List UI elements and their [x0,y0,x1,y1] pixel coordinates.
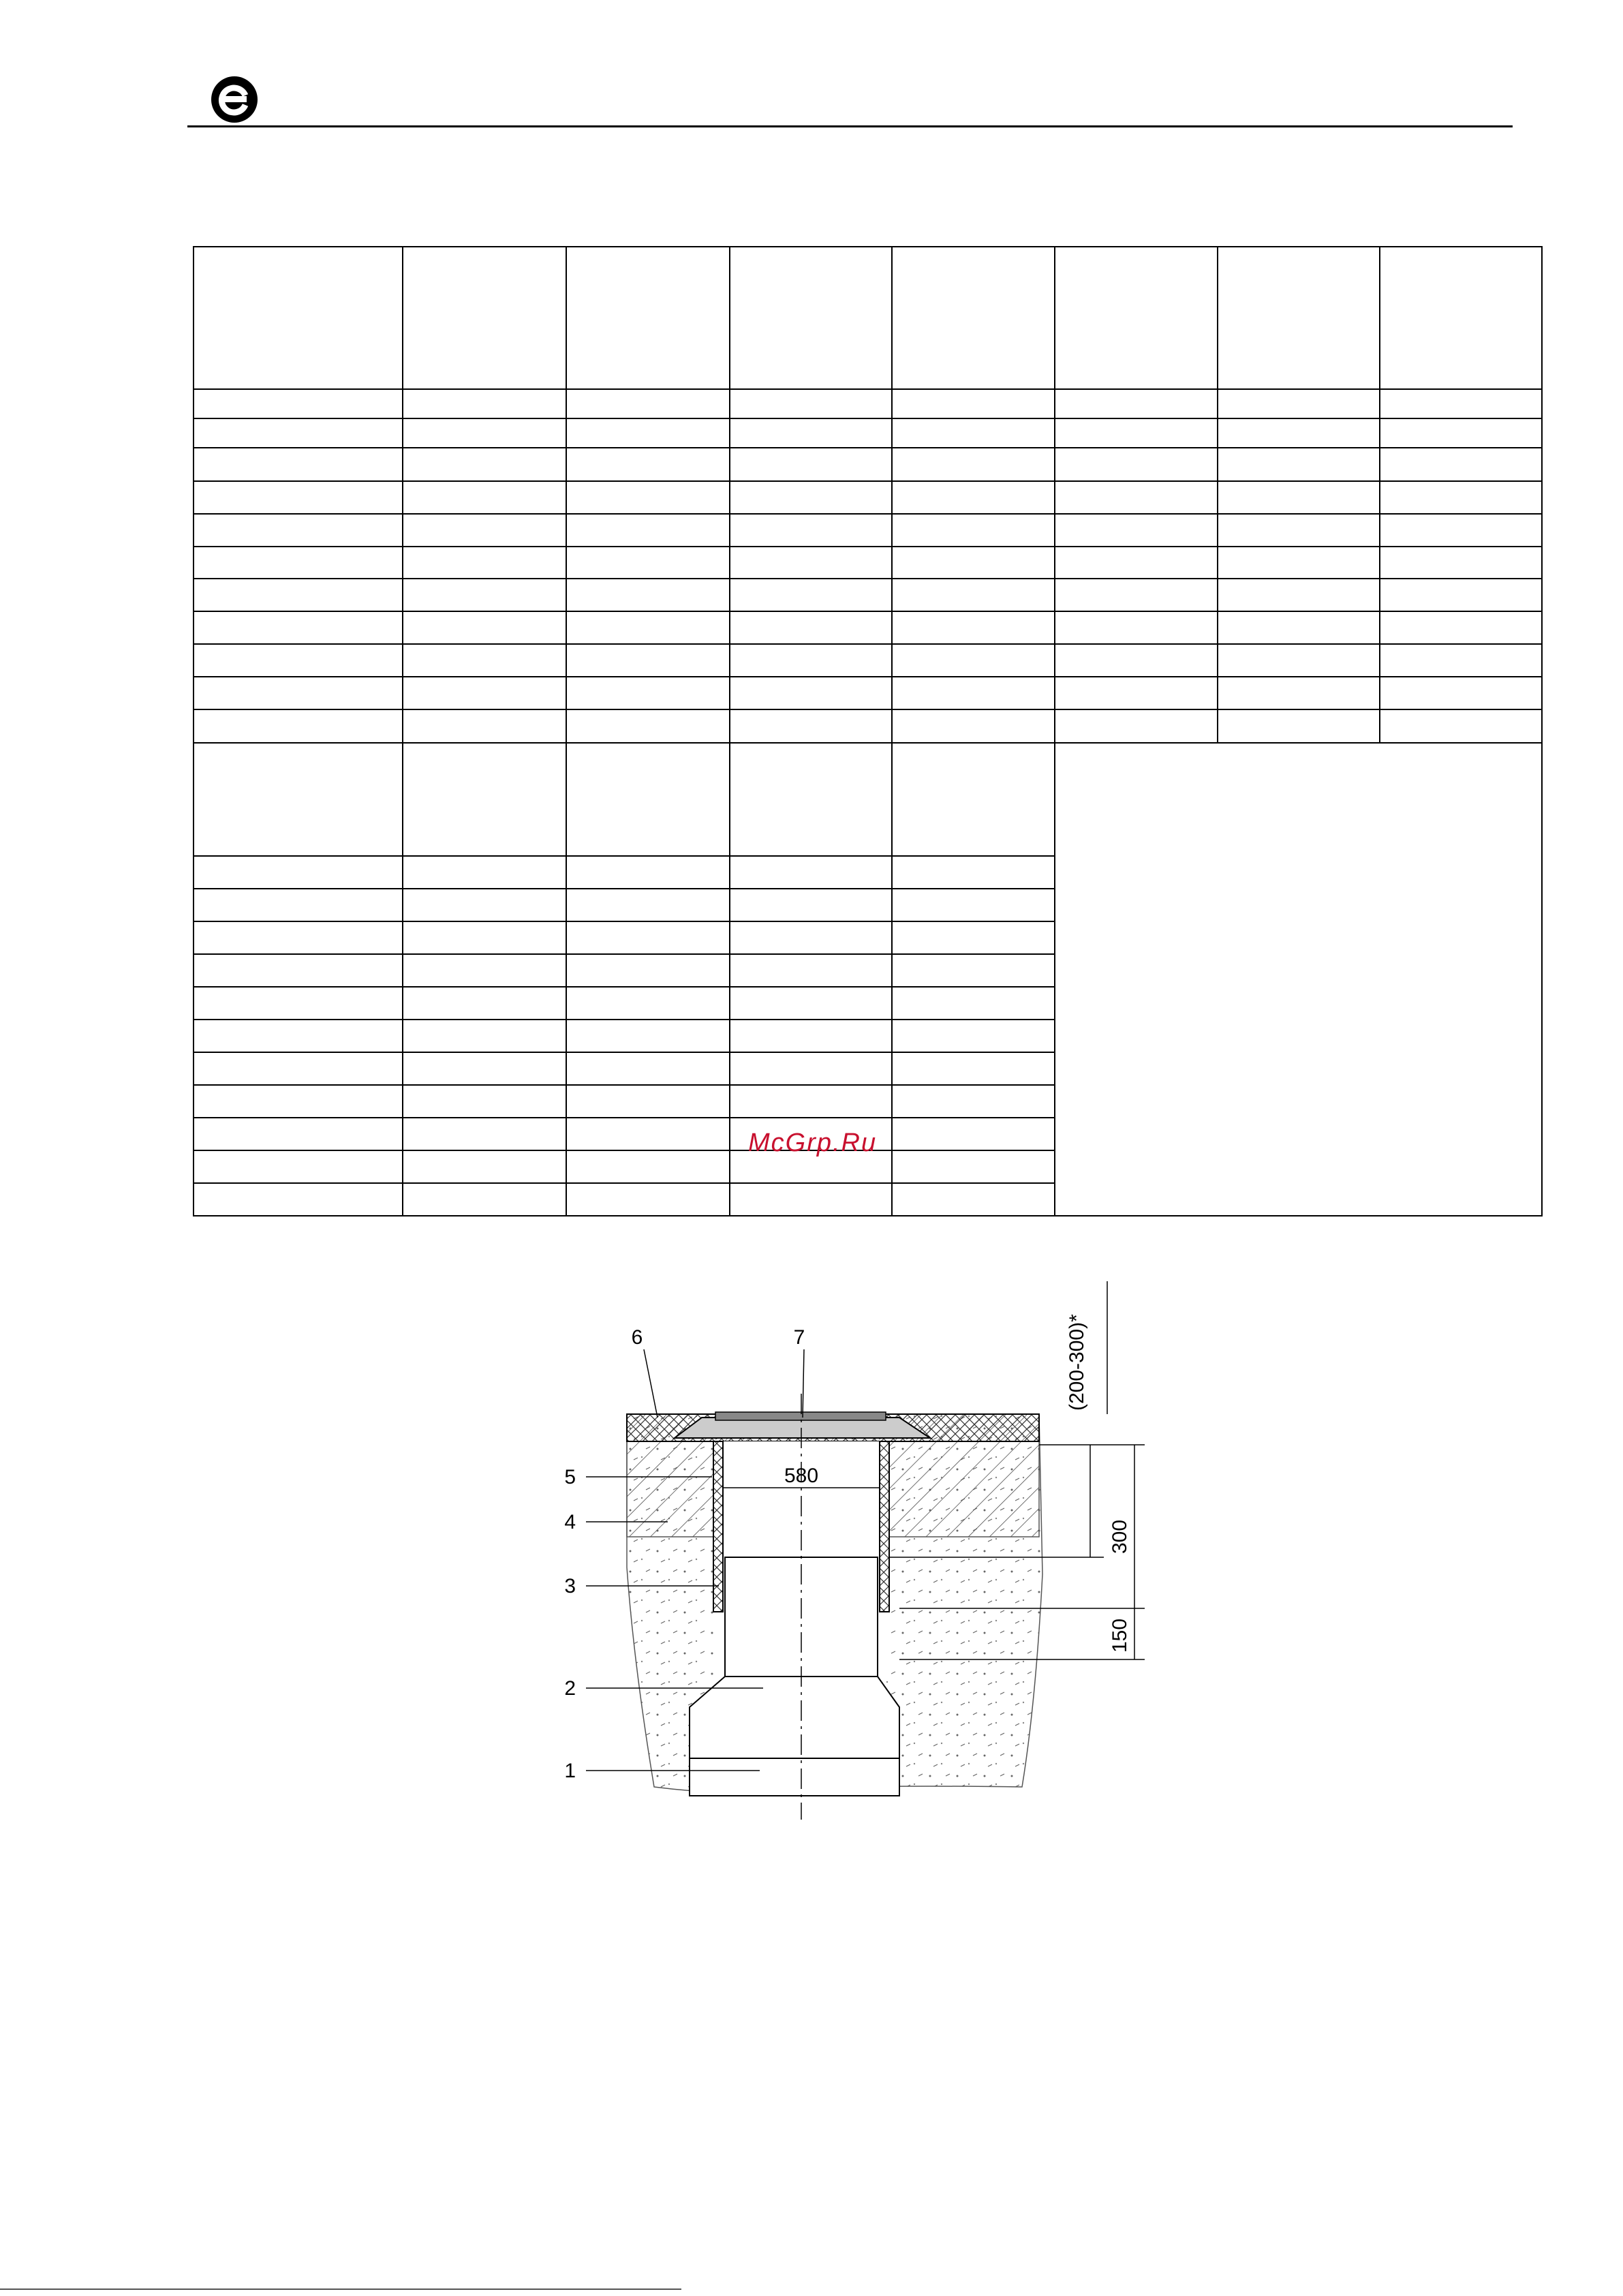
cone [690,1677,899,1758]
installation-diagram [545,1281,1226,1840]
callout-1: 1 [564,1760,576,1782]
callout-4: 4 [564,1511,576,1533]
callout-5: 5 [564,1466,576,1488]
dimension-300: 300 [1109,1519,1131,1554]
callout-3: 3 [564,1575,576,1597]
cover-top [715,1412,886,1420]
callout-7: 7 [793,1326,805,1349]
dimension-top: (200-300)* [1066,1314,1088,1411]
table-border [194,247,1542,1216]
footer-rule [0,2289,681,2290]
callout-6: 6 [631,1326,643,1349]
base-section [690,1758,899,1796]
sleeve-right [880,1441,889,1612]
callout-2: 2 [564,1677,576,1700]
watermark-text: McGrp.Ru [748,1129,878,1157]
width-dimension: 580 [784,1465,819,1487]
dimension-150: 150 [1109,1618,1131,1653]
